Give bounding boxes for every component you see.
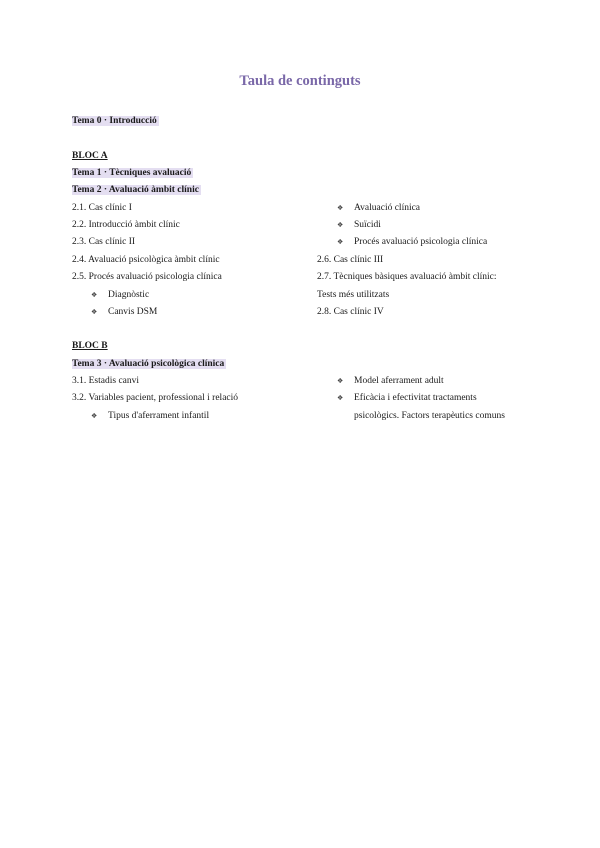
toc-item-2-5[interactable]: 2.5. Procés avaluació psicologia clínica	[72, 272, 222, 282]
bullet-icon: ❖	[337, 204, 344, 212]
toc-item-2-3[interactable]: 2.3. Cas clínic II	[72, 237, 136, 247]
bullet-icon: ❖	[337, 221, 344, 229]
toc-sub-canvis-dsm[interactable]: Canvis DSM	[108, 307, 158, 317]
toc-sub-eficacia-cont[interactable]: psicològics. Factors terapèutics comuns	[354, 411, 505, 421]
page-title: Taula de continguts	[239, 73, 361, 89]
bullet-icon: ❖	[91, 412, 98, 420]
toc-item-3-1[interactable]: 3.1. Estadis canvi	[72, 376, 140, 386]
toc-sub-suicidi[interactable]: Suïcidi	[354, 220, 381, 230]
bullet-icon: ❖	[91, 308, 98, 316]
bullet-icon: ❖	[337, 238, 344, 246]
toc-tema-3[interactable]: Tema 3 · Avaluació psicològica clínica	[72, 359, 225, 369]
bloc-a-heading: BLOC A	[72, 151, 108, 161]
toc-item-2-7-cont[interactable]: Tests més utilitzats	[317, 290, 390, 300]
toc-item-2-2[interactable]: 2.2. Introducció àmbit clínic	[72, 220, 180, 230]
toc-item-2-6[interactable]: 2.6. Cas clínic III	[317, 255, 384, 265]
toc-sub-aferrament-adult[interactable]: Model aferrament adult	[354, 376, 444, 386]
toc-tema-0[interactable]: Tema 0 · Introducció	[72, 116, 157, 126]
toc-sub-avaluacio-clinica[interactable]: Avaluació clínica	[354, 203, 421, 213]
bullet-icon: ❖	[337, 394, 344, 402]
bloc-b-heading: BLOC B	[72, 341, 108, 351]
toc-tema-2[interactable]: Tema 2 · Avaluació àmbit clínic	[72, 185, 199, 195]
toc-tema-1[interactable]: Tema 1 · Tècniques avaluació	[72, 168, 192, 178]
toc-item-3-2[interactable]: 3.2. Variables pacient, professional i relació	[72, 393, 239, 403]
toc-sub-eficacia[interactable]: Eficàcia i efectivitat tractaments	[354, 393, 477, 403]
bullet-icon: ❖	[91, 291, 98, 299]
toc-sub-aferrament-infantil[interactable]: Tipus d'aferrament infantil	[108, 411, 210, 421]
toc-item-2-7[interactable]: 2.7. Tècniques bàsiques avaluació àmbit clínic:	[317, 272, 497, 282]
toc-item-2-4[interactable]: 2.4. Avaluació psicològica àmbit clínic	[72, 255, 220, 265]
bullet-icon: ❖	[337, 377, 344, 385]
toc-item-2-8[interactable]: 2.8. Cas clínic IV	[317, 307, 384, 317]
toc-sub-proces-avaluacio[interactable]: Procés avaluació psicologia clínica	[354, 237, 488, 247]
toc-item-2-1[interactable]: 2.1. Cas clínic I	[72, 203, 132, 213]
toc-sub-diagnostic[interactable]: Diagnòstic	[108, 290, 150, 300]
